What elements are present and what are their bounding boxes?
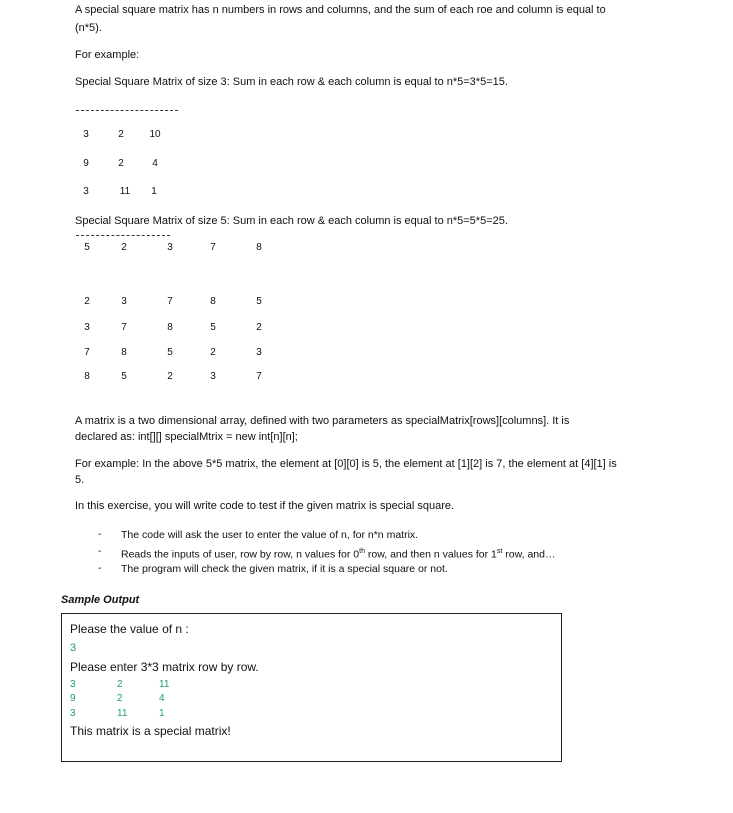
matrix5-cell: 5 bbox=[167, 347, 173, 358]
sample-output-heading: Sample Output bbox=[61, 594, 140, 606]
matrix5-cell: 8 bbox=[256, 242, 262, 253]
matrix3-cell: 3 bbox=[83, 186, 89, 197]
matrix5-cell: 7 bbox=[167, 296, 173, 307]
matrix5-cell: 5 bbox=[210, 322, 216, 333]
matrix5-cell: 2 bbox=[256, 322, 262, 333]
matrix5-cell: 7 bbox=[210, 242, 216, 253]
example-line-2: 5. bbox=[75, 474, 85, 486]
size3-caption: Special Square Matrix of size 3: Sum in each row & each column is equal to n*5=3*5=15. bbox=[75, 76, 508, 88]
intro-line-1: A special square matrix has n numbers in rows and columns, and the sum of each roe and column is equal to bbox=[75, 4, 606, 16]
matrix5-cell: 3 bbox=[84, 322, 90, 333]
example-line-1: For example: In the above 5*5 matrix, the element at [0][0] is 5, the element at [1][2] is 7, the element at [4][1] is bbox=[75, 458, 617, 470]
sample-output-box bbox=[61, 613, 562, 762]
n-value: 3 bbox=[70, 642, 77, 654]
matrix5-cell: 3 bbox=[121, 296, 127, 307]
matrix5-divider bbox=[76, 235, 170, 236]
bullet-marker: - bbox=[98, 563, 102, 574]
definition-line-2: declared as: int[][] specialMtrix = new int[n][n]; bbox=[75, 431, 298, 443]
matrix5-cell: 7 bbox=[84, 347, 90, 358]
bullet-item-2 bbox=[121, 545, 555, 562]
superscript: st bbox=[496, 548, 503, 555]
prompt-n: Please the value of n : bbox=[70, 622, 189, 636]
output-matrix-cell: 2 bbox=[117, 679, 123, 690]
matrix3-cell: 2 bbox=[118, 129, 124, 140]
matrix5-cell: 8 bbox=[121, 347, 127, 358]
matrix5-cell: 5 bbox=[256, 296, 262, 307]
output-matrix-cell: 1 bbox=[159, 708, 165, 719]
output-matrix-cell: 11 bbox=[159, 679, 170, 690]
matrix5-cell: 8 bbox=[167, 322, 173, 333]
for-example-label: For example: bbox=[75, 49, 140, 61]
bullet-marker: - bbox=[98, 546, 102, 557]
matrix5-cell: 2 bbox=[121, 242, 127, 253]
bullet-marker: - bbox=[98, 529, 102, 540]
output-matrix-cell: 4 bbox=[159, 693, 165, 704]
output-matrix-cell: 9 bbox=[70, 693, 76, 704]
matrix5-cell: 3 bbox=[210, 371, 216, 382]
output-matrix-cell: 3 bbox=[70, 679, 76, 690]
output-matrix-cell: 2 bbox=[117, 693, 123, 704]
matrix5-cell: 2 bbox=[210, 347, 216, 358]
matrix5-cell: 5 bbox=[84, 242, 90, 253]
matrix5-cell: 7 bbox=[256, 371, 262, 382]
exercise-statement: In this exercise, you will write code to test if the given matrix is special square. bbox=[75, 500, 455, 512]
matrix3-cell: 11 bbox=[119, 186, 131, 197]
matrix5-cell: 7 bbox=[121, 322, 127, 333]
size5-caption: Special Square Matrix of size 5: Sum in each row & each column is equal to n*5=5*5=25. bbox=[75, 215, 508, 227]
output-matrix-cell: 11 bbox=[117, 708, 128, 719]
result-line: This matrix is a special matrix! bbox=[70, 724, 231, 738]
bullet-item-1: The code will ask the user to enter the value of n, for n*n matrix. bbox=[121, 529, 419, 541]
bullet-item-3: The program will check the given matrix, if it is a special square or not. bbox=[121, 563, 448, 575]
matrix3-cell: 2 bbox=[118, 158, 124, 169]
matrix5-cell: 8 bbox=[210, 296, 216, 307]
matrix5-cell: 3 bbox=[256, 347, 262, 358]
bullet-item-2-text: row, and… bbox=[502, 548, 556, 561]
matrix3-cell: 4 bbox=[152, 158, 158, 169]
matrix3-cell: 1 bbox=[151, 186, 157, 197]
prompt-matrix: Please enter 3*3 matrix row by row. bbox=[70, 660, 259, 674]
matrix3-cell: 3 bbox=[83, 129, 89, 140]
bullet-item-2-text: Reads the inputs of user, row by row, n values for 0 bbox=[121, 548, 360, 561]
matrix5-cell: 5 bbox=[121, 371, 127, 382]
bullet-item-2-text: row, and then n values for 1 bbox=[364, 548, 497, 561]
matrix5-cell: 8 bbox=[84, 371, 90, 382]
matrix5-cell: 2 bbox=[167, 371, 173, 382]
matrix5-cell: 2 bbox=[84, 296, 90, 307]
definition-line-1: A matrix is a two dimensional array, defined with two parameters as specialMatrix[rows][columns]. It is bbox=[75, 415, 570, 427]
matrix3-cell: 9 bbox=[83, 158, 89, 169]
matrix5-cell: 3 bbox=[167, 242, 173, 253]
matrix3-divider bbox=[76, 110, 178, 111]
matrix3-cell: 10 bbox=[149, 129, 161, 140]
output-matrix-cell: 3 bbox=[70, 708, 76, 719]
intro-line-2: (n*5). bbox=[75, 22, 102, 34]
superscript: th bbox=[359, 548, 365, 555]
